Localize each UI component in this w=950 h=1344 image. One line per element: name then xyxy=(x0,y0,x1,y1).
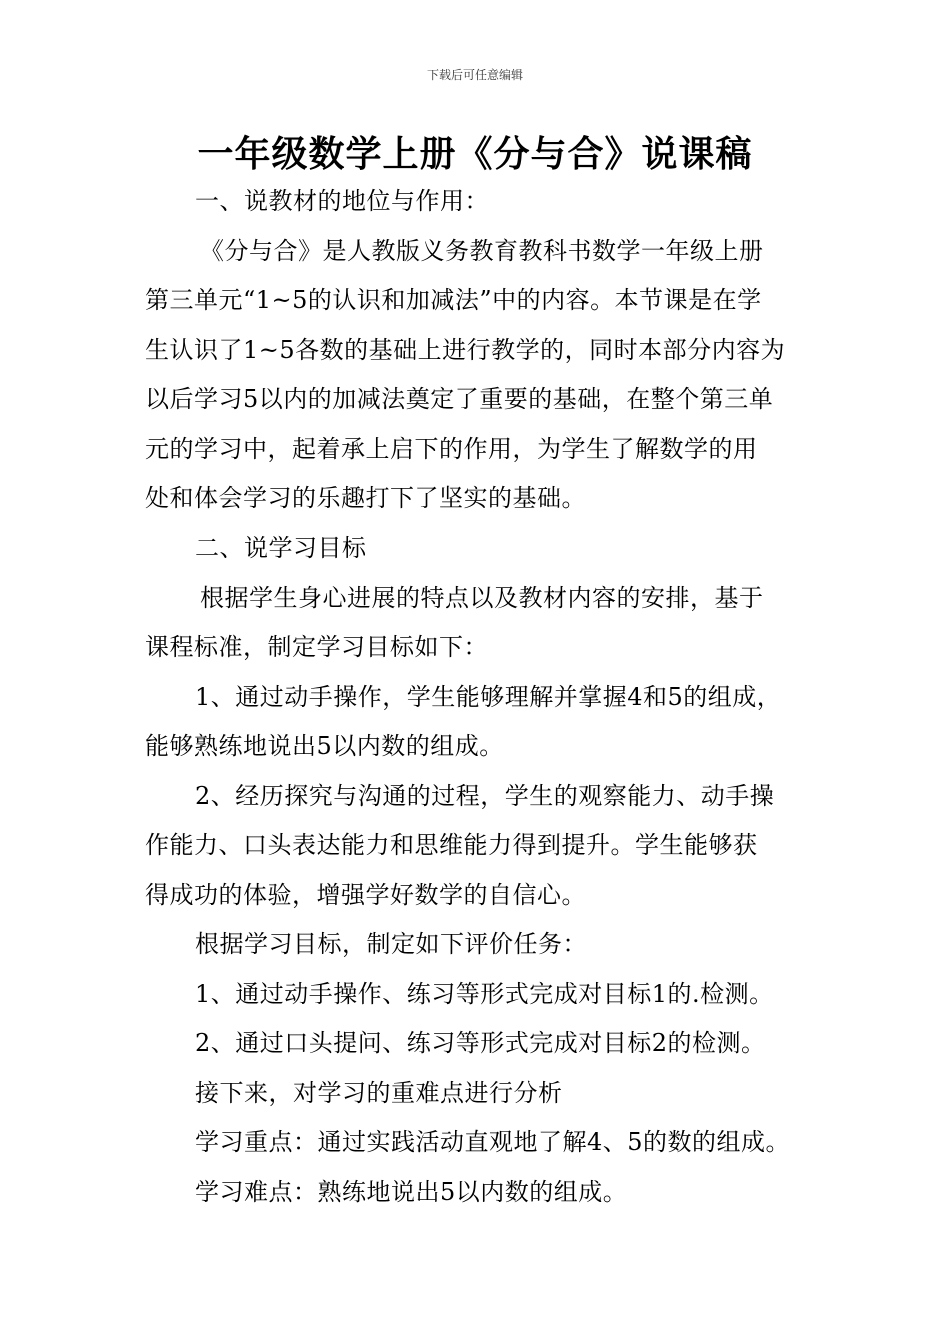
analysis-intro: 接下来，对学习的重难点进行分析 xyxy=(195,1079,563,1107)
evaluation-item-1: 1、通过动手操作、练习等形式完成对目标1的.检测。 xyxy=(195,980,774,1008)
paragraph-line: 《分与合》是人教版义务教育教科书数学一年级上册 xyxy=(200,237,764,265)
key-point: 学习重点：通过实践活动直观地了解4、5的数的组成。 xyxy=(195,1128,791,1156)
paragraph-line: 以后学习5以内的加减法奠定了重要的基础，在整个第三单 xyxy=(145,385,774,413)
section-heading-1: 一、说教材的地位与作用： xyxy=(195,187,489,215)
evaluation-heading: 根据学习目标，制定如下评价任务： xyxy=(195,930,587,958)
evaluation-item-2: 2、通过口头提问、练习等形式完成对目标2的检测。 xyxy=(195,1029,766,1057)
paragraph-line: 作能力、口头表达能力和思维能力得到提升。学生能够获 xyxy=(145,831,758,859)
goal-item-2: 2、经历探究与沟通的过程，学生的观察能力、动手操 xyxy=(195,782,775,810)
paragraph-line: 处和体会学习的乐趣打下了坚实的基础。 xyxy=(145,484,586,512)
paragraph-line: 能够熟练地说出5以内数的组成。 xyxy=(145,732,504,760)
paragraph-line: 元的学习中，起着承上启下的作用，为学生了解数学的用 xyxy=(145,435,758,463)
document-title: 一年级数学上册《分与合》说课稿 xyxy=(197,134,753,175)
paragraph-line: 得成功的体验，增强学好数学的自信心。 xyxy=(145,881,586,909)
header-note: 下载后可任意编辑 xyxy=(426,68,523,82)
paragraph-line: 根据学生身心进展的特点以及教材内容的安排，基于 xyxy=(200,584,764,612)
paragraph-line: 课程标准，制定学习目标如下： xyxy=(145,633,488,661)
section-heading-2: 二、说学习目标 xyxy=(195,534,367,562)
goal-item-1: 1、通过动手操作，学生能够理解并掌握4和5的组成， xyxy=(195,683,782,711)
paragraph-line: 第三单元“1~5的认识和加减法”中的内容。本节课是在学 xyxy=(145,286,762,314)
paragraph-line: 生认识了1~5各数的基础上进行教学的，同时本部分内容为 xyxy=(145,336,786,364)
difficult-point: 学习难点：熟练地说出5以内数的组成。 xyxy=(195,1178,628,1206)
